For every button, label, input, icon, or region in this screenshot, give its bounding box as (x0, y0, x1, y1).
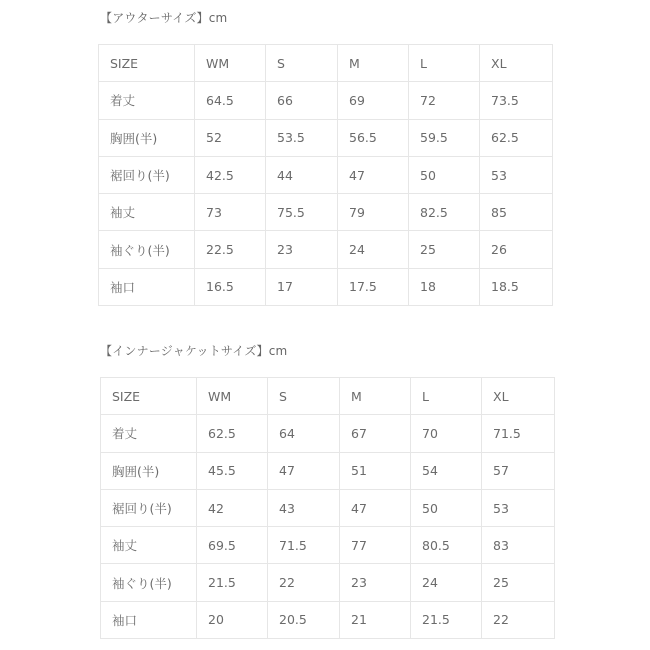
measurement-value: 69 (338, 82, 409, 119)
measurement-value: 59.5 (409, 119, 480, 156)
measurement-label: 袖丈 (99, 194, 195, 231)
measurement-label: 裾回り(半) (99, 156, 195, 193)
measurement-value: 43 (268, 489, 340, 526)
table-row (99, 156, 553, 193)
measurement-value: 44 (266, 156, 338, 193)
measurement-label: 袖口 (99, 268, 195, 305)
header-cell: S (268, 378, 340, 415)
header-cell: L (411, 378, 482, 415)
header-cell: SIZE (99, 45, 195, 82)
measurement-value: 75.5 (266, 194, 338, 231)
table-row (101, 489, 555, 526)
table-row (99, 82, 553, 119)
measurement-value: 62.5 (197, 415, 268, 452)
measurement-value: 22 (268, 564, 340, 601)
measurement-value: 57 (482, 452, 555, 489)
measurement-value: 82.5 (409, 194, 480, 231)
measurement-value: 50 (411, 489, 482, 526)
header-cell: M (340, 378, 411, 415)
measurement-value: 64 (268, 415, 340, 452)
table-row (99, 194, 553, 231)
measurement-value: 22.5 (195, 231, 266, 268)
measurement-label: 袖ぐり(半) (101, 564, 197, 601)
measurement-value: 17 (266, 268, 338, 305)
measurement-value: 72 (409, 82, 480, 119)
header-cell: L (409, 45, 480, 82)
measurement-value: 53 (482, 489, 555, 526)
header-cell: WM (195, 45, 266, 82)
measurement-value: 20.5 (268, 601, 340, 638)
measurement-value: 71.5 (482, 415, 555, 452)
inner-jacket-size-title: 【インナージャケットサイズ】cm (100, 344, 288, 358)
header-cell: XL (482, 378, 555, 415)
measurement-value: 17.5 (338, 268, 409, 305)
measurement-label: 袖口 (101, 601, 197, 638)
measurement-value: 51 (340, 452, 411, 489)
inner-jacket-size-table (100, 377, 555, 639)
measurement-value: 54 (411, 452, 482, 489)
measurement-value: 23 (340, 564, 411, 601)
table-header-row (101, 378, 555, 415)
table-row (99, 119, 553, 156)
header-cell: M (338, 45, 409, 82)
measurement-label: 袖丈 (101, 527, 197, 564)
table-row (101, 452, 555, 489)
measurement-value: 21.5 (197, 564, 268, 601)
table-row (99, 268, 553, 305)
table-header-row (99, 45, 553, 82)
measurement-value: 45.5 (197, 452, 268, 489)
measurement-value: 22 (482, 601, 555, 638)
measurement-value: 23 (266, 231, 338, 268)
measurement-label: 袖ぐり(半) (99, 231, 195, 268)
table-row (101, 527, 555, 564)
measurement-value: 66 (266, 82, 338, 119)
outer-size-title: 【アウターサイズ】cm (100, 11, 228, 25)
measurement-value: 64.5 (195, 82, 266, 119)
measurement-value: 42 (197, 489, 268, 526)
measurement-value: 80.5 (411, 527, 482, 564)
measurement-value: 70 (411, 415, 482, 452)
measurement-value: 50 (409, 156, 480, 193)
measurement-value: 71.5 (268, 527, 340, 564)
measurement-value: 16.5 (195, 268, 266, 305)
measurement-value: 20 (197, 601, 268, 638)
table-row (101, 415, 555, 452)
header-cell: S (266, 45, 338, 82)
header-cell: WM (197, 378, 268, 415)
table-row (101, 564, 555, 601)
measurement-label: 胸囲(半) (101, 452, 197, 489)
measurement-label: 着丈 (101, 415, 197, 452)
measurement-value: 47 (268, 452, 340, 489)
measurement-value: 24 (338, 231, 409, 268)
measurement-value: 67 (340, 415, 411, 452)
outer-size-table (98, 44, 553, 306)
measurement-value: 18 (409, 268, 480, 305)
measurement-value: 53 (480, 156, 553, 193)
measurement-label: 胸囲(半) (99, 119, 195, 156)
measurement-value: 62.5 (480, 119, 553, 156)
header-cell: XL (480, 45, 553, 82)
measurement-value: 24 (411, 564, 482, 601)
measurement-value: 73 (195, 194, 266, 231)
header-cell: SIZE (101, 378, 197, 415)
measurement-value: 25 (409, 231, 480, 268)
table-row (99, 231, 553, 268)
measurement-value: 26 (480, 231, 553, 268)
measurement-value: 85 (480, 194, 553, 231)
table-row (101, 601, 555, 638)
measurement-value: 21 (340, 601, 411, 638)
measurement-value: 56.5 (338, 119, 409, 156)
measurement-value: 47 (340, 489, 411, 526)
measurement-value: 42.5 (195, 156, 266, 193)
measurement-label: 裾回り(半) (101, 489, 197, 526)
measurement-value: 69.5 (197, 527, 268, 564)
measurement-value: 77 (340, 527, 411, 564)
measurement-value: 83 (482, 527, 555, 564)
measurement-value: 21.5 (411, 601, 482, 638)
measurement-value: 18.5 (480, 268, 553, 305)
measurement-value: 73.5 (480, 82, 553, 119)
measurement-value: 47 (338, 156, 409, 193)
measurement-label: 着丈 (99, 82, 195, 119)
measurement-value: 79 (338, 194, 409, 231)
measurement-value: 52 (195, 119, 266, 156)
measurement-value: 25 (482, 564, 555, 601)
measurement-value: 53.5 (266, 119, 338, 156)
